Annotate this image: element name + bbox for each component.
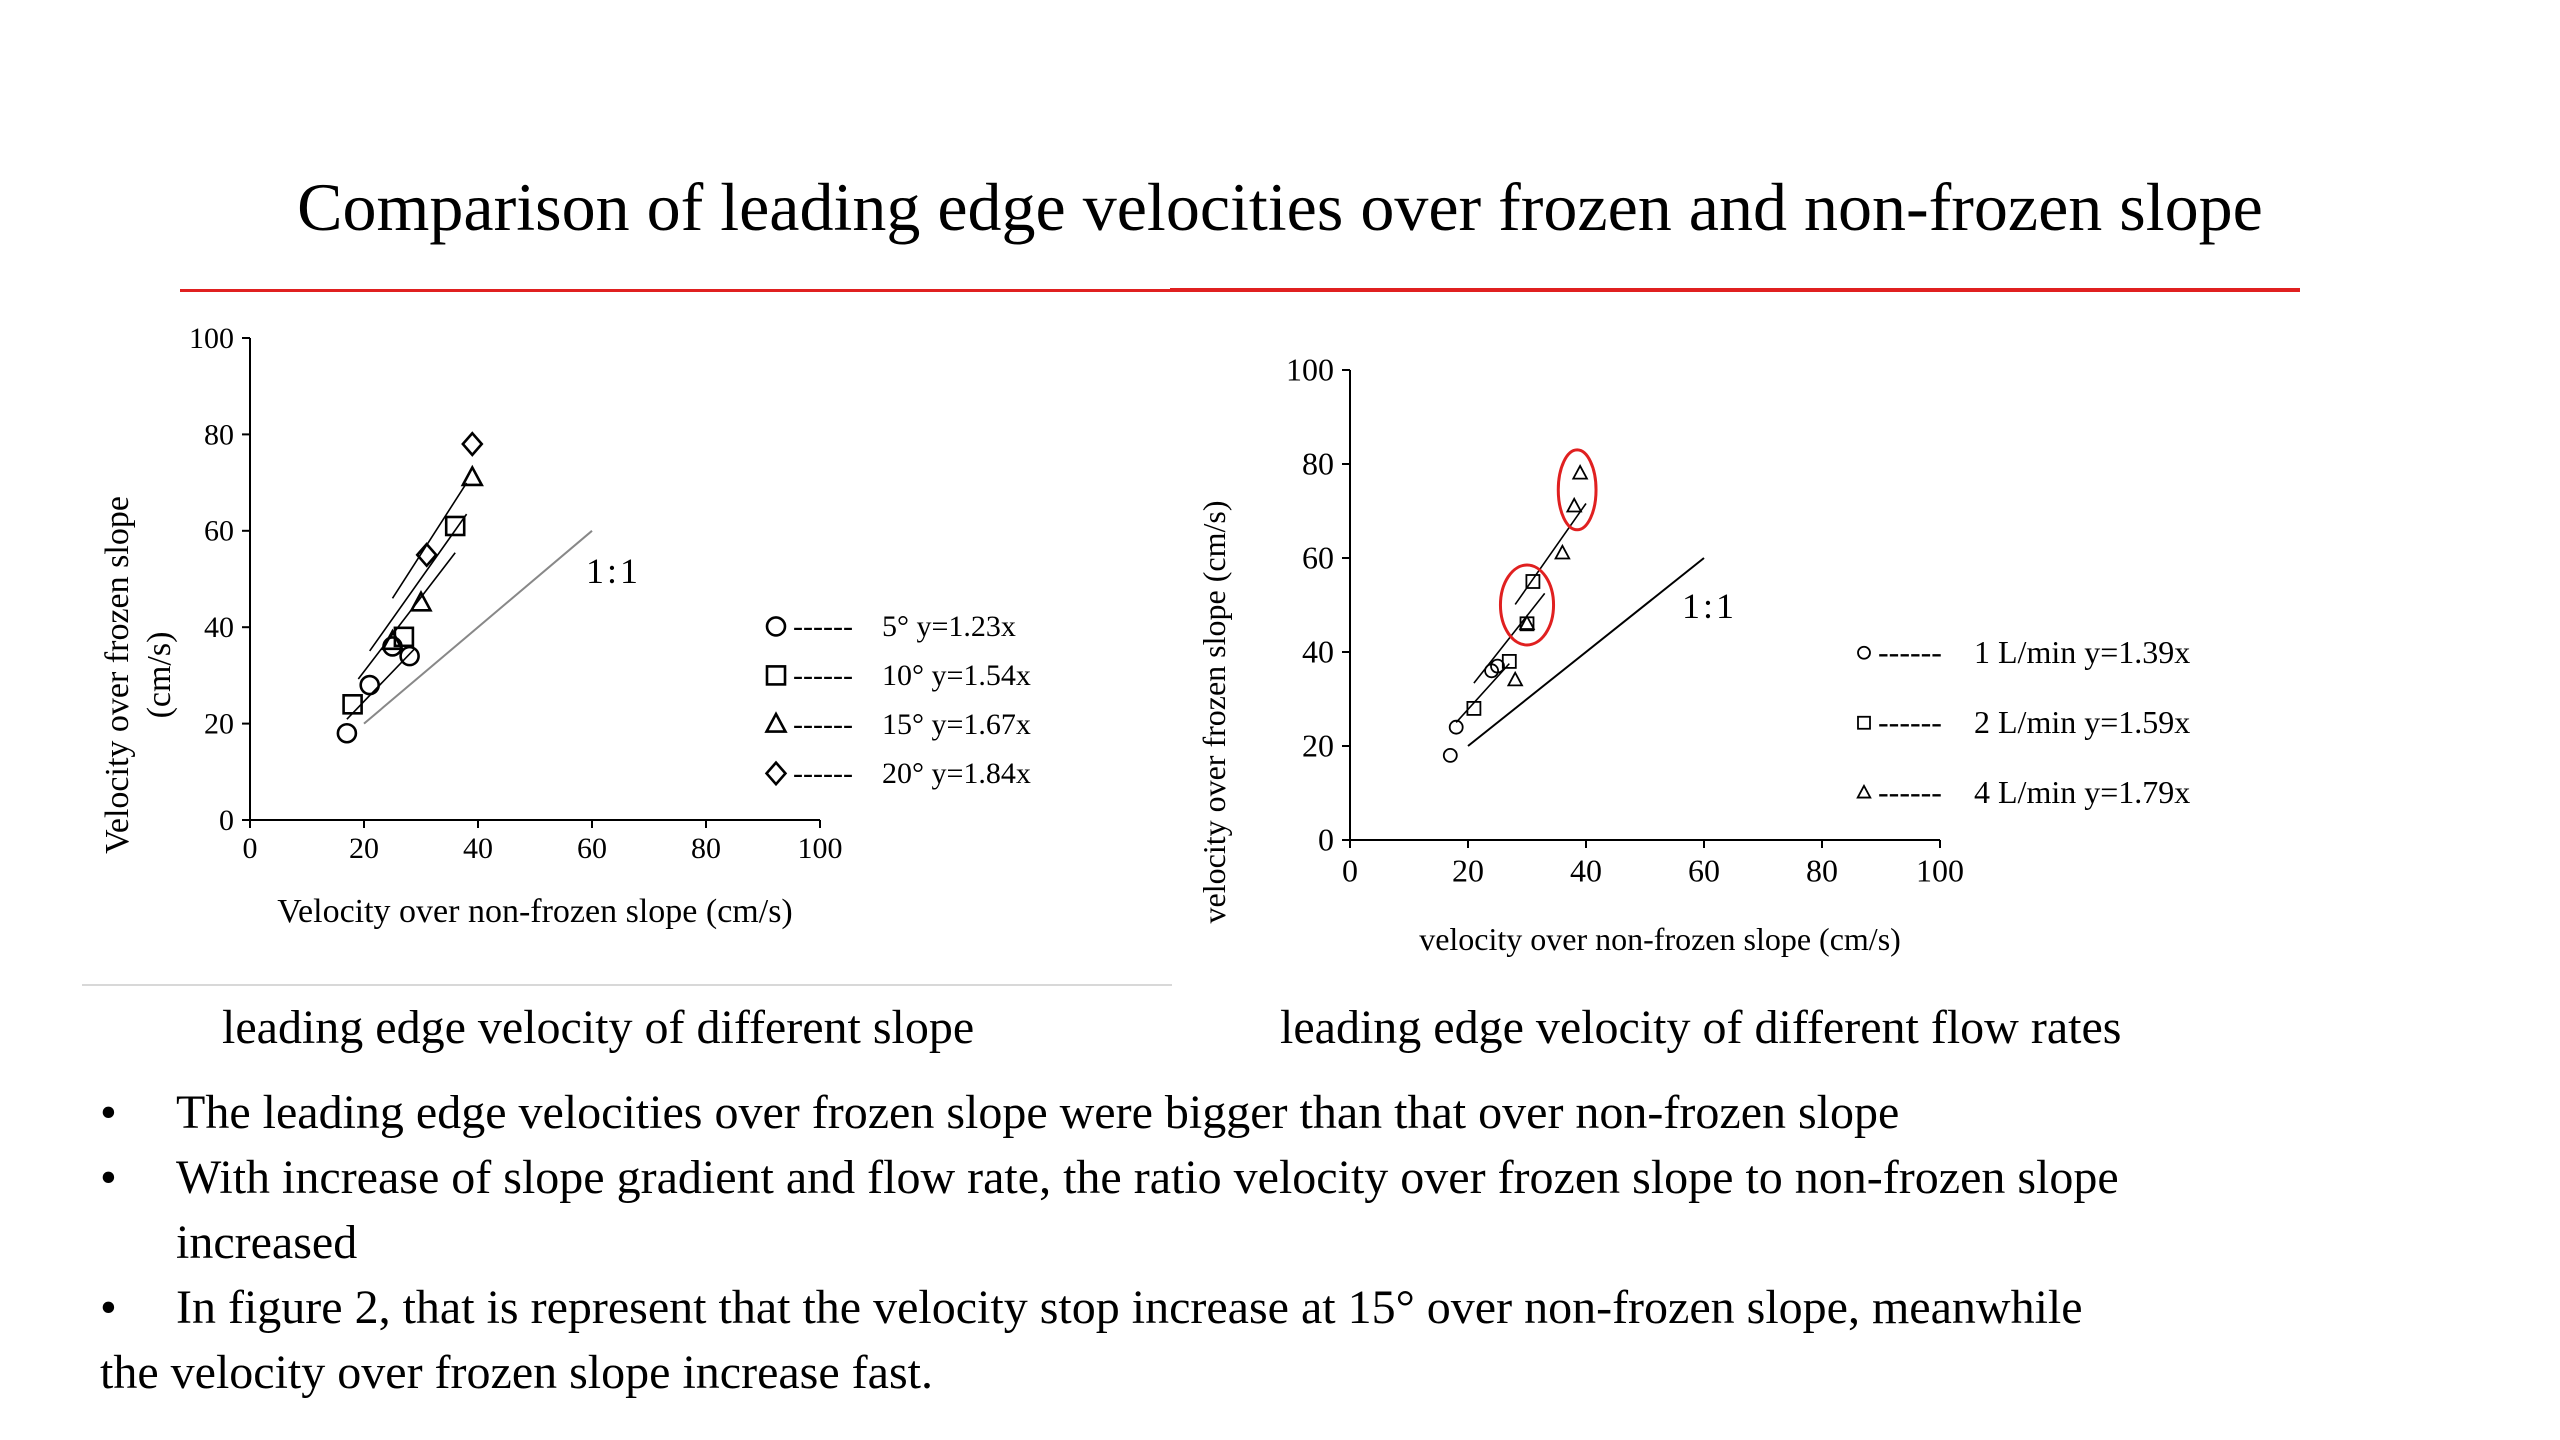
data-point-triangle (1556, 546, 1570, 559)
y-tick-label: 100 (1286, 351, 1334, 388)
bullet-item (100, 1145, 2500, 1275)
x-tick-label: 100 (1916, 852, 1964, 889)
caption-right: leading edge velocity of different flow rates (1280, 1001, 2122, 1054)
legend-label: 2 L/min y=1.59x (1974, 704, 2191, 740)
y-tick-label: 20 (1302, 727, 1334, 764)
data-point-circle (361, 676, 379, 694)
data-point-triangle (412, 593, 431, 611)
x-tick-label: 60 (577, 832, 607, 865)
highlight-ellipse (1558, 450, 1596, 530)
x-tick-label: 0 (242, 832, 258, 865)
chart-flow-rate-ylabel: velocity over frozen slope (cm/s) (1196, 500, 1232, 924)
figure-divider (82, 984, 1172, 986)
x-tick-label: 0 (1342, 852, 1358, 889)
bullet-symbol: • (100, 1086, 117, 1139)
legend-label: 4 L/min y=1.79x (1974, 774, 2191, 810)
bullet-text-continued: increased (176, 1216, 358, 1269)
x-tick-label: 20 (349, 832, 379, 865)
chart-slope (0, 300, 1170, 980)
chart-flow-rate-fit-lines (1456, 503, 1586, 722)
y-tick-label: 60 (1302, 539, 1334, 576)
y-tick-label: 80 (1302, 445, 1334, 482)
y-tick-label: 0 (219, 803, 234, 837)
x-tick-label: 40 (463, 832, 493, 865)
slide-title: Comparison of leading edge velocities over frozen and non-frozen slope (297, 169, 2263, 245)
fit-line (393, 483, 467, 598)
legend-dash: ------ (1878, 634, 1942, 670)
bullet-text: With increase of slope gradient and flow rate, the ratio velocity over frozen slope to non-frozen slope (176, 1151, 2119, 1204)
legend-marker-square (767, 666, 785, 684)
data-point-square (446, 517, 464, 535)
legend-dash: ------ (793, 610, 853, 643)
x-tick-label: 100 (797, 832, 843, 865)
legend-marker-triangle (767, 714, 786, 732)
chart-slope-legend (767, 610, 1031, 790)
y-tick-label: 80 (204, 418, 234, 452)
y-tick-label: 0 (1318, 821, 1334, 858)
legend-dash: ------ (1878, 704, 1942, 740)
legend-dash: ------ (793, 708, 853, 741)
data-point-circle (1450, 721, 1463, 734)
chart-flow-rate-one-to-one (1468, 558, 1737, 746)
legend-dash: ------ (1878, 774, 1942, 810)
bullet-text-continued: the velocity over frozen slope increase fast. (100, 1346, 933, 1399)
x-tick-label: 20 (1452, 852, 1484, 889)
chart-flow-rate (1170, 300, 2430, 980)
bullet-item (100, 1275, 2500, 1405)
legend-marker-square (1858, 717, 1870, 729)
data-point-circle (338, 724, 356, 742)
legend-marker-triangle (1858, 786, 1871, 798)
caption-left: leading edge velocity of different slope (222, 1001, 975, 1054)
x-tick-label: 80 (691, 832, 721, 865)
data-point-triangle (1508, 673, 1522, 686)
chart-slope-ylabel-line2: (cm/s) (141, 631, 178, 719)
data-point-circle (1444, 749, 1457, 762)
x-tick-label: 80 (1806, 852, 1838, 889)
legend-dash: ------ (793, 757, 853, 790)
bullet-symbol: • (100, 1151, 117, 1204)
data-point-triangle (1567, 499, 1581, 512)
y-tick-label: 40 (1302, 633, 1334, 670)
bullet-symbol: • (100, 1281, 117, 1334)
data-point-square (344, 695, 362, 713)
legend-marker-circle (767, 617, 785, 635)
bullet-list (100, 1080, 2500, 1405)
title-underline-left (180, 289, 1170, 292)
y-tick-label: 100 (189, 321, 234, 355)
bullet-text: The leading edge velocities over frozen slope were bigger than that over non-frozen slope (176, 1086, 1900, 1139)
data-point-triangle (1573, 466, 1587, 479)
one-to-one-label: 1:1 (1682, 586, 1738, 626)
legend-label: 20° y=1.84x (882, 757, 1031, 790)
chart-flow-rate-points (1444, 466, 1587, 762)
legend-label: 10° y=1.54x (882, 659, 1031, 692)
legend-label: 5° y=1.23x (882, 610, 1016, 643)
legend-label: 15° y=1.67x (882, 708, 1031, 741)
chart-slope-fit-lines (347, 483, 467, 719)
one-to-one-label: 1:1 (586, 550, 642, 591)
data-point-triangle (463, 467, 482, 485)
x-tick-label: 40 (1570, 852, 1602, 889)
chart-flow-rate-legend (1858, 634, 2191, 810)
chart-slope-xlabel: Velocity over non-frozen slope (cm/s) (277, 893, 793, 930)
legend-marker-diamond (767, 763, 786, 785)
chart-flow-rate-xlabel: velocity over non-frozen slope (cm/s) (1419, 921, 1901, 957)
title-underline-right (1170, 288, 2300, 292)
y-tick-label: 40 (204, 611, 234, 645)
x-tick-label: 60 (1688, 852, 1720, 889)
legend-label: 1 L/min y=1.39x (1974, 634, 2191, 670)
chart-slope-points (338, 433, 482, 742)
chart-slope-ylabel-line1: Velocity over frozen slope (99, 496, 136, 854)
legend-marker-circle (1858, 647, 1870, 659)
y-tick-label: 20 (204, 707, 234, 741)
y-tick-label: 60 (204, 514, 234, 548)
bullet-item (100, 1080, 2500, 1145)
legend-dash: ------ (793, 659, 853, 692)
bullet-text: In figure 2, that is represent that the velocity stop increase at 15° over non-frozen slope, meanwhile (176, 1281, 2083, 1334)
chart-slope-ticks (189, 322, 843, 865)
data-point-diamond (463, 433, 482, 455)
